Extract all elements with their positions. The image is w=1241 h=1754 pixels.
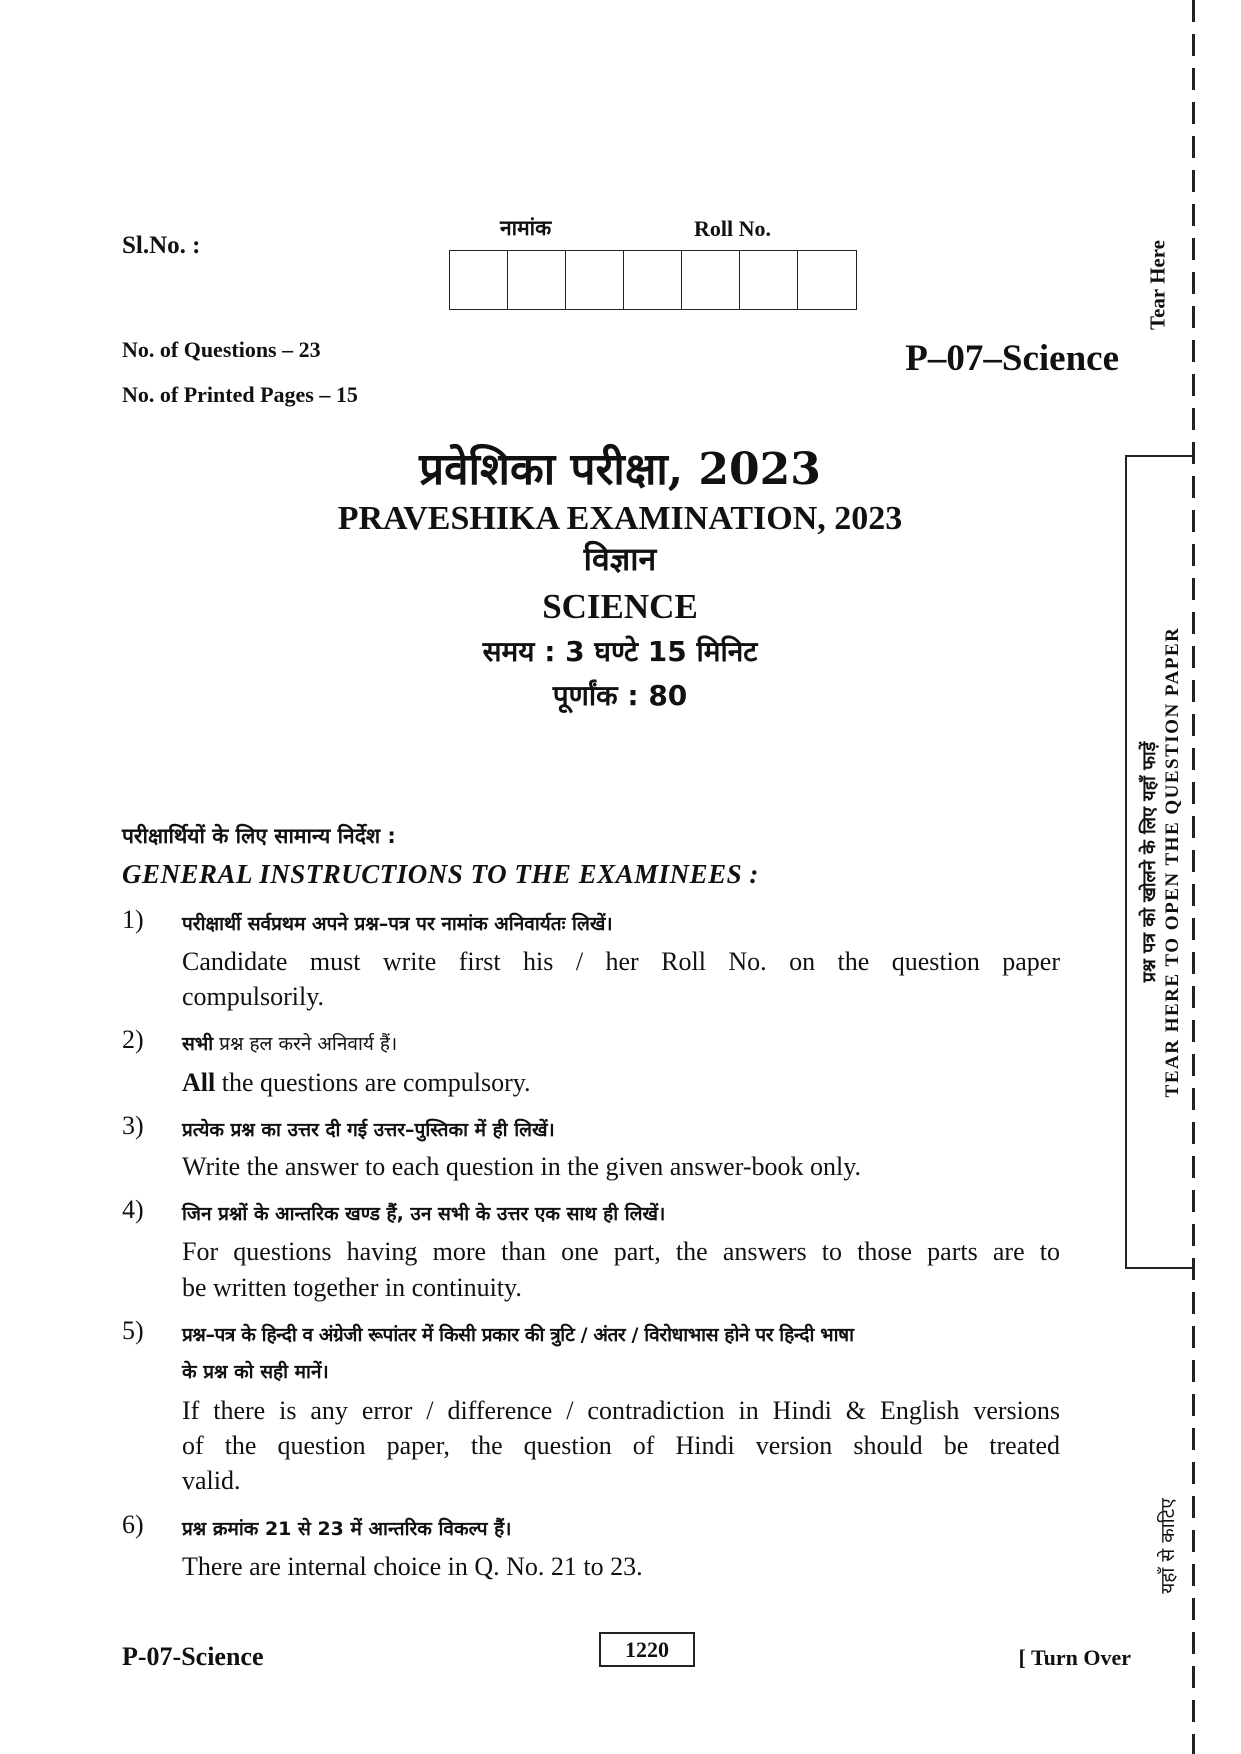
instruction-hindi-rest: प्रश्न हल करने अनिवार्य हैं।: [213, 1033, 398, 1055]
instruction-hindi: प्रत्येक प्रश्न का उत्तर दी गई उत्तर–पुस्तिका में ही लिखें।: [182, 1119, 555, 1141]
instruction-hindi: प्रश्न–पत्र के हिन्दी व अंग्रेजी रूपांतर में किसी प्रकार की त्रुटि / अंतर / विरोधाभास होने पर हिन्दी भाषा: [182, 1324, 854, 1346]
instruction-number: 2): [122, 1025, 144, 1054]
instruction-english-bold: All: [182, 1068, 216, 1097]
instruction-english: Write the answer to each question in the given answer-book only.: [182, 1152, 862, 1181]
roll-digit-box[interactable]: [566, 251, 624, 309]
tear-here-text: Tear Here: [1145, 239, 1170, 331]
roll-label: Roll No.: [694, 216, 771, 241]
serial-number-label: Sl.No. :: [122, 232, 201, 259]
instruction-hindi: के प्रश्न को सही मानें।: [182, 1361, 329, 1383]
instruction-english-rest: the questions are compulsory.: [215, 1068, 531, 1097]
footer-paper-code: P-07-Science: [122, 1642, 264, 1671]
roll-digit-box[interactable]: [508, 251, 566, 309]
instruction-number: 1): [122, 905, 144, 934]
instruction-hindi-bold: सभी: [182, 1033, 214, 1055]
subject-hindi: विज्ञान: [583, 540, 657, 578]
paper-code: P–07–Science: [905, 338, 1119, 379]
tear-strip-english: TEAR HERE TO OPEN THE QUESTION PAPER: [1162, 626, 1183, 1098]
roll-label-hindi: नामांक: [500, 216, 552, 240]
max-marks: पूर्णांक : 80: [552, 679, 688, 712]
instruction-number: 5): [122, 1316, 144, 1345]
instruction-english: [182, 1068, 531, 1098]
instruction-number: 3): [122, 1111, 144, 1140]
instruction-hindi: [182, 1030, 397, 1056]
number-of-questions: No. of Questions – 23: [122, 337, 321, 362]
roll-digit-box[interactable]: [740, 251, 798, 309]
roll-digit-box[interactable]: [682, 251, 740, 309]
instruction-hindi: प्रश्न क्रमांक 21 से 23 में आन्तरिक विकल्प हैं।: [182, 1518, 512, 1540]
exam-title-hindi: प्रवेशिका परीक्षा, 2023: [419, 444, 821, 495]
instruction-english: compulsorily.: [182, 982, 325, 1011]
instruction-english: be written together in continuity.: [182, 1273, 522, 1302]
roll-number-boxes[interactable]: [449, 250, 857, 310]
instruction-english: valid.: [182, 1466, 241, 1495]
instruction-english: There are internal choice in Q. No. 21 to 23.: [182, 1552, 643, 1581]
instruction-number: 6): [122, 1510, 144, 1539]
roll-digit-box[interactable]: [624, 251, 682, 309]
instruction-english: If there is any error / difference / contradiction in Hindi & English versions: [182, 1396, 1060, 1425]
number-of-pages: No. of Printed Pages – 15: [122, 382, 358, 407]
instruction-hindi: परीक्षार्थी सर्वप्रथम अपने प्रश्न–पत्र पर नामांक अनिवार्यतः लिखें।: [182, 913, 613, 935]
cut-here-label: [1150, 1483, 1184, 1608]
roll-digit-box[interactable]: [450, 251, 508, 309]
instruction-english: Candidate must write first his / her Roll No. on the question paper: [182, 947, 1060, 976]
tear-strip-box: [1125, 455, 1193, 1269]
turn-over-label: [ Turn Over: [1018, 1645, 1131, 1670]
instruction-english: of the question paper, the question of Hindi version should be treated: [182, 1431, 1060, 1460]
cut-here-text: यहाँ से काटिए: [1157, 1497, 1179, 1594]
exam-title-english: PRAVESHIKA EXAMINATION, 2023: [337, 500, 903, 537]
instruction-hindi: जिन प्रश्नों के आन्तरिक खण्ड हैं, उन सभी के उत्तर एक साथ ही लिखें।: [182, 1203, 666, 1225]
roll-digit-box[interactable]: [798, 251, 856, 309]
tear-strip-hindi: प्रश्न पत्र को खोलने के लिए यहाँ फाड़ें: [1139, 741, 1160, 983]
exam-duration: समय : 3 घण्टे 15 मिनिट: [482, 635, 758, 668]
instruction-number: 4): [122, 1195, 144, 1224]
subject-english: SCIENCE: [542, 587, 698, 626]
page-code-box: 1220: [599, 1632, 695, 1667]
tear-here-label: [1142, 231, 1174, 339]
instructions-heading-english: GENERAL INSTRUCTIONS TO THE EXAMINEES :: [122, 859, 759, 889]
instruction-english: For questions having more than one part, the answers to those parts are to: [182, 1237, 1060, 1266]
instructions-heading-hindi: परीक्षार्थियों के लिए सामान्य निर्देश :: [122, 824, 396, 848]
